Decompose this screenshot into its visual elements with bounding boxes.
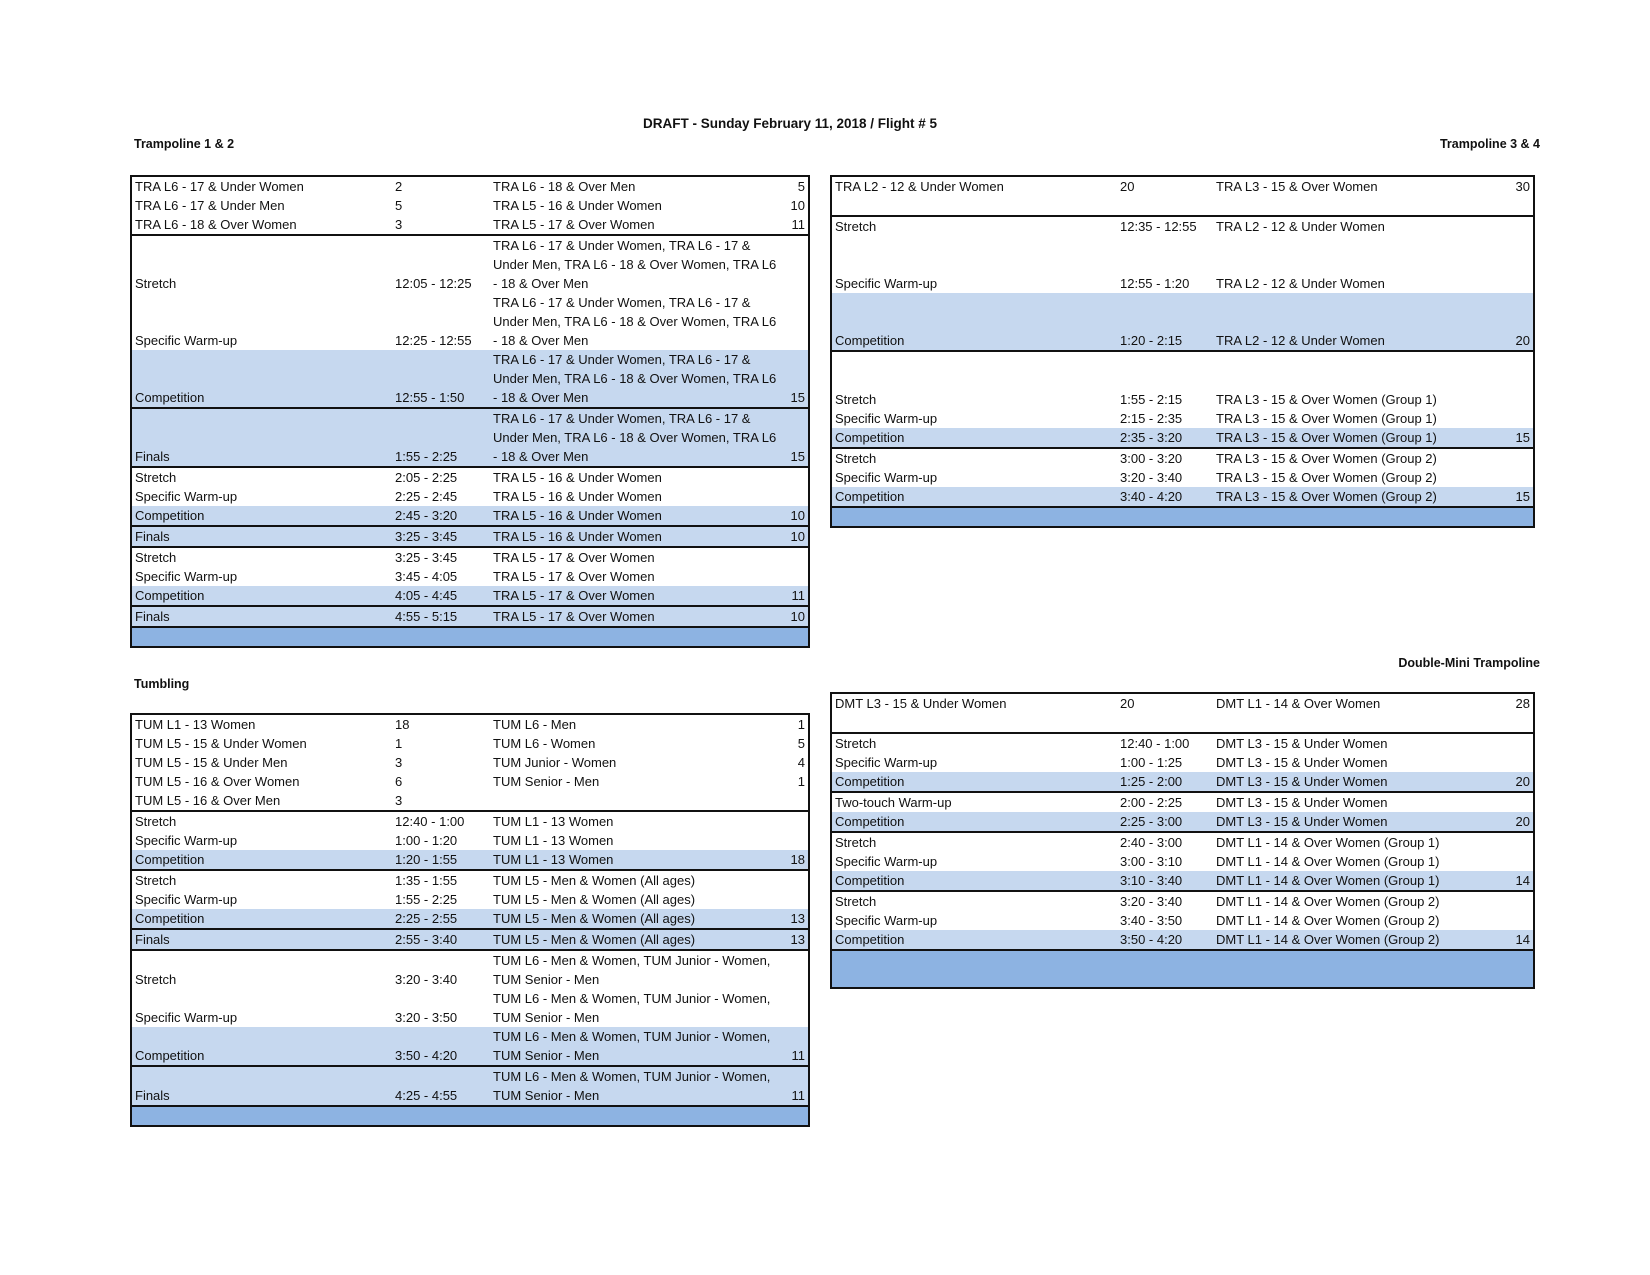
activity-label: Stretch [832,448,1117,468]
time-range: 3:40 - 4:20 [1117,487,1213,506]
athlete-count: 11 [791,217,805,232]
activity-label: Specific Warm-up [835,276,938,291]
double-mini-body [832,694,1533,949]
event-name: TUM L6 - Men [493,717,577,732]
schedule-row [132,989,808,1027]
activity-label: Stretch [832,733,1117,753]
athlete-count [1507,448,1533,468]
athlete-count [780,870,808,890]
event-name: TRA L5 - 16 & Under Women [490,506,780,526]
event-name: DMT L1 - 14 & Over Women (Group 2) [1213,891,1507,911]
event-name: TUM L1 - 13 Women [135,717,256,732]
event-name: TRA L3 - 15 & Over Women (Group 1) [1213,428,1507,448]
time-range: 1:55 - 2:25 [395,892,458,907]
time-range: 1:55 - 2:15 [1117,351,1213,409]
event-name: TUM L5 - Men & Women (All ages) [490,870,780,890]
athlete-count: 30 [1515,179,1530,194]
event-name: TUM L5 - 16 & Over Women [135,774,300,789]
athlete-count: 28 [1515,696,1530,711]
activity-label: Specific Warm-up [135,569,238,584]
athlete-count: 15 [1507,428,1533,448]
time-range: 2:15 - 2:35 [1120,411,1183,426]
event-name: TRA L6 - 18 & Over Women [135,217,297,232]
athlete-count: 10 [780,506,808,526]
header-row [132,753,808,772]
schedule-row [132,890,808,909]
activity-label: Stretch [132,467,392,487]
header-row [132,791,808,811]
header-row [132,715,808,734]
event-name: DMT L1 - 14 & Over Women (Group 1) [1216,854,1440,869]
time-range: 2:45 - 3:20 [392,506,490,526]
athlete-count: 18 [395,717,410,732]
activity-label: Competition [832,487,1117,506]
activity-label: Competition [832,293,1117,351]
event-name: TRA L5 - 16 & Under Women [490,526,780,547]
athlete-count [780,831,808,850]
tumbling-label: Tumbling [134,677,190,691]
athlete-count: 20 [1507,812,1533,832]
time-range: 3:50 - 4:20 [392,1027,490,1066]
schedule-row [832,409,1533,428]
time-range: 3:25 - 3:45 [392,547,490,567]
schedule-row [132,1066,808,1105]
event-name: TUM L5 - Men & Women (All ages) [490,929,780,950]
athlete-count: 11 [780,586,808,606]
time-range: 12:40 - 1:00 [1117,733,1213,753]
event-name: TUM L5 - Men & Women (All ages) [493,892,696,907]
athlete-count [1507,216,1533,236]
athlete-count: 13 [780,929,808,950]
activity-label: Competition [132,350,392,408]
schedule-row [132,929,808,950]
schedule-row [832,772,1533,792]
schedule-row [132,850,808,870]
time-range: 2:25 - 2:55 [392,909,490,929]
time-range: 12:40 - 1:00 [392,811,490,831]
activity-label: Specific Warm-up [135,489,238,504]
schedule-row [832,468,1533,487]
athlete-count [1507,832,1533,852]
time-range: 4:55 - 5:15 [392,606,490,626]
athlete-count [1507,409,1533,428]
time-range: 2:25 - 3:00 [1117,812,1213,832]
time-range: 2:40 - 3:00 [1117,832,1213,852]
schedule-row [132,293,808,350]
time-range: 3:20 - 3:40 [392,950,490,989]
athlete-count [780,293,808,350]
time-range: 2:00 - 2:25 [1117,792,1213,812]
activity-label: Competition [132,1027,392,1066]
schedule-row [132,487,808,506]
activity-label: Specific Warm-up [835,755,938,770]
athlete-count: 10 [780,526,808,547]
athlete-count: 3 [395,793,403,808]
time-range: 3:50 - 4:20 [1117,930,1213,949]
double-mini-footer [832,949,1533,987]
athlete-count [780,811,808,831]
time-range: 3:20 - 3:40 [1117,891,1213,911]
athlete-count [1507,911,1533,930]
schedule-row [832,293,1533,351]
event-name: TRA L5 - 16 & Under Women [493,198,662,213]
event-name: TUM L6 - Men & Women, TUM Junior - Women, TUM Senior - Men [490,950,780,989]
header-row [832,694,1533,733]
event-name: TUM Senior - Men [493,774,600,789]
activity-label: Competition [832,772,1117,792]
time-range: 3:00 - 3:20 [1117,448,1213,468]
schedule-row [832,930,1533,949]
athlete-count: 5 [395,198,403,213]
activity-label: Stretch [832,832,1117,852]
event-name: TUM L5 - 15 & Under Men [135,755,288,770]
schedule-row [132,909,808,929]
event-name: DMT L3 - 15 & Under Women [1213,772,1507,792]
header-row [132,177,808,196]
athlete-count: 14 [1507,930,1533,949]
activity-label: Specific Warm-up [835,913,938,928]
time-range: 1:00 - 1:20 [395,833,458,848]
athlete-count: 20 [1507,772,1533,792]
time-range: 3:00 - 3:10 [1120,854,1183,869]
athlete-count: 1 [395,736,403,751]
header-row [132,196,808,215]
time-range: 1:35 - 1:55 [392,870,490,890]
activity-label: Finals [132,929,392,950]
athlete-count: 2 [395,179,403,194]
schedule-row [832,792,1533,812]
activity-label: Specific Warm-up [835,470,938,485]
event-name: TRA L5 - 17 & Over Women [493,569,655,584]
time-range: 4:25 - 4:55 [392,1066,490,1105]
activity-label: Finals [132,606,392,626]
schedule-row [132,547,808,567]
tumbling-body [132,715,808,1105]
athlete-count: 15 [780,350,808,408]
event-name: TRA L5 - 17 & Over Women [490,586,780,606]
schedule-row [132,870,808,890]
event-name: DMT L1 - 14 & Over Women [1216,696,1381,711]
athlete-count [780,791,808,811]
schedule-row [832,351,1533,409]
activity-label: Stretch [832,891,1117,911]
event-name: TRA L5 - 16 & Under Women [493,489,662,504]
event-name: DMT L3 - 15 & Under Women [1213,812,1507,832]
athlete-count: 13 [780,909,808,929]
athlete-count: 3 [395,217,403,232]
athlete-count: 5 [797,736,805,751]
schedule-row [832,753,1533,772]
event-name: DMT L3 - 15 & Under Women [1213,792,1507,812]
athlete-count [780,567,808,586]
event-name: TRA L6 - 18 & Over Men [493,179,636,194]
activity-label: Stretch [132,235,392,293]
athlete-count: 20 [1120,179,1135,194]
time-range: 2:05 - 2:25 [392,467,490,487]
trampoline-1-2-footer [132,626,808,646]
time-range: 1:55 - 2:25 [392,408,490,467]
schedule-row [132,467,808,487]
schedule-row [832,891,1533,911]
schedule-row [832,911,1533,930]
time-range: 3:25 - 3:45 [392,526,490,547]
athlete-count: 6 [395,774,403,789]
double-mini-table [830,692,1535,989]
schedule-row [832,448,1533,468]
time-range: 3:40 - 3:50 [1120,913,1183,928]
event-name: TRA L6 - 17 & Under Women, TRA L6 - 17 & Under Men, TRA L6 - 18 & Over Women, TRA L6 - 18 & Over Men [490,350,780,408]
time-range: 3:10 - 3:40 [1117,871,1213,891]
activity-label: Competition [832,871,1117,891]
activity-label: Stretch [132,547,392,567]
activity-label: Competition [832,930,1117,949]
time-range: 4:05 - 4:45 [392,586,490,606]
time-range: 1:20 - 2:15 [1117,293,1213,351]
time-range: 12:55 - 1:20 [1120,276,1190,291]
athlete-count [1507,753,1533,772]
athlete-count: 10 [780,606,808,626]
time-range: 12:35 - 12:55 [1117,216,1213,236]
event-name: TRA L6 - 17 & Under Women, TRA L6 - 17 & Under Men, TRA L6 - 18 & Over Women, TRA L6 - 18 & Over Men [490,235,780,293]
activity-label: Stretch [132,950,392,989]
athlete-count: 10 [790,198,805,213]
event-name: TRA L6 - 17 & Under Women, TRA L6 - 17 & Under Men, TRA L6 - 18 & Over Women, TRA L6 - 18 & Over Men [490,408,780,467]
event-name: TRA L3 - 15 & Over Women (Group 2) [1213,487,1507,506]
athlete-count: 18 [780,850,808,870]
athlete-count [1507,468,1533,487]
schedule-row [132,950,808,989]
event-name: TRA L3 - 15 & Over Women [1216,179,1378,194]
page-title: DRAFT - Sunday February 11, 2018 / Flight # 5 [642,116,938,131]
time-range: 12:55 - 1:50 [392,350,490,408]
event-name [490,791,780,811]
trampoline-1-2-table [130,175,810,648]
event-name: TRA L5 - 17 & Over Women [490,606,780,626]
athlete-count [1507,852,1533,871]
event-name: TUM L6 - Men & Women, TUM Junior - Women, TUM Senior - Men [493,991,771,1025]
schedule-row [132,586,808,606]
event-name: TRA L5 - 16 & Under Women [490,467,780,487]
activity-label: Two-touch Warm-up [832,792,1117,812]
schedule-row [132,235,808,293]
tumbling-table [130,713,810,1127]
athlete-count: 15 [1507,487,1533,506]
event-name: TRA L2 - 12 & Under Women [1216,276,1385,291]
trampoline-3-4-body [832,177,1533,506]
event-name: TRA L3 - 15 & Over Women (Group 2) [1216,470,1437,485]
trampoline-1-2-label: Trampoline 1 & 2 [134,137,235,151]
time-range: 1:20 - 1:55 [392,850,490,870]
event-name: TUM L5 - 15 & Under Women [135,736,307,751]
athlete-count [780,487,808,506]
activity-label: Finals [132,408,392,467]
event-name: TUM L1 - 13 Women [490,850,780,870]
schedule-row [132,567,808,586]
event-name: TRA L3 - 15 & Over Women (Group 1) [1216,411,1437,426]
athlete-count: 20 [1120,696,1135,711]
schedule-row [832,832,1533,852]
schedule-row [832,871,1533,891]
event-name: TUM L6 - Men & Women, TUM Junior - Women, TUM Senior - Men [490,1066,780,1105]
schedule-row [832,852,1533,871]
schedule-row [132,811,808,831]
activity-label: Competition [832,812,1117,832]
schedule-row [132,526,808,547]
activity-label: Competition [132,506,392,526]
athlete-count [780,235,808,293]
time-range: 2:25 - 2:45 [395,489,458,504]
event-name: DMT L1 - 14 & Over Women (Group 2) [1213,930,1507,949]
activity-label: Competition [832,428,1117,448]
activity-label: Stretch [132,870,392,890]
athlete-count: 11 [780,1066,808,1105]
time-range: 2:55 - 3:40 [392,929,490,950]
event-name: TRA L5 - 17 & Over Women [493,217,655,232]
event-name: TRA L6 - 17 & Under Men [135,198,285,213]
event-name: TUM L1 - 13 Women [490,811,780,831]
activity-label: Stretch [832,351,1117,409]
activity-label: Specific Warm-up [835,411,938,426]
header-row [132,215,808,235]
double-mini-label: Double-Mini Trampoline [1398,656,1540,670]
athlete-count: 20 [1507,293,1533,351]
event-name: DMT L1 - 14 & Over Women (Group 1) [1213,832,1507,852]
athlete-count [1507,891,1533,911]
event-name: TUM L1 - 13 Women [493,833,614,848]
schedule-row [132,1027,808,1066]
athlete-count: 11 [780,1027,808,1066]
event-name: TRA L6 - 17 & Under Women, TRA L6 - 17 & Under Men, TRA L6 - 18 & Over Women, TRA L6 - 18 & Over Men [493,295,777,348]
trampoline-3-4-label: Trampoline 3 & 4 [1439,137,1540,151]
activity-label: Specific Warm-up [135,333,238,348]
time-range: 1:25 - 2:00 [1117,772,1213,792]
activity-label: Finals [132,526,392,547]
event-name: TUM L5 - Men & Women (All ages) [490,909,780,929]
event-name: TRA L3 - 15 & Over Women (Group 2) [1213,448,1507,468]
time-range: 3:20 - 3:50 [395,1010,458,1025]
activity-label: Specific Warm-up [135,1010,238,1025]
activity-label: Specific Warm-up [135,892,238,907]
time-range: 2:35 - 3:20 [1117,428,1213,448]
athlete-count [780,467,808,487]
athlete-count: 4 [797,755,805,770]
event-name: DMT L3 - 15 & Under Women [1216,755,1388,770]
event-name: DMT L3 - 15 & Under Women [835,696,1007,711]
time-range: 3:20 - 3:40 [1120,470,1183,485]
activity-label: Stretch [132,811,392,831]
schedule-row [832,733,1533,753]
event-name: TUM L6 - Men & Women, TUM Junior - Women, TUM Senior - Men [490,1027,780,1066]
schedule-row [132,606,808,626]
activity-label: Specific Warm-up [135,833,238,848]
event-name: TRA L2 - 12 & Under Women [1213,216,1507,236]
schedule-row [132,350,808,408]
schedule-row [832,216,1533,236]
event-name: TUM L6 - Women [493,736,596,751]
schedule-row [832,428,1533,448]
trampoline-3-4-footer [832,506,1533,526]
athlete-count [780,547,808,567]
event-name: TRA L6 - 17 & Under Women [135,179,304,194]
tumbling-footer [132,1105,808,1125]
time-range: 12:25 - 12:55 [395,333,472,348]
athlete-count: 3 [395,755,403,770]
schedule-row [132,831,808,850]
event-name: TRA L2 - 12 & Under Women [1213,293,1507,351]
event-name: TUM L5 - 16 & Over Men [135,793,281,808]
athlete-count: 1 [797,717,805,732]
header-row [132,734,808,753]
trampoline-1-2-body [132,177,808,626]
event-name: DMT L3 - 15 & Under Women [1213,733,1507,753]
event-name: TRA L2 - 12 & Under Women [835,179,1004,194]
athlete-count [1507,351,1533,409]
time-range: 1:00 - 1:25 [1120,755,1183,770]
athlete-count [780,950,808,989]
event-name: TRA L5 - 17 & Over Women [490,547,780,567]
event-name: DMT L1 - 14 & Over Women (Group 1) [1213,871,1507,891]
time-range: 3:45 - 4:05 [395,569,458,584]
trampoline-3-4-table [830,175,1535,528]
activity-label: Competition [132,850,392,870]
activity-label: Competition [132,586,392,606]
schedule-row [832,487,1533,506]
event-name: TRA L3 - 15 & Over Women (Group 1) [1213,351,1507,409]
athlete-count [1507,792,1533,812]
schedule-row [132,408,808,467]
header-row [832,177,1533,216]
athlete-count: 1 [797,774,805,789]
event-name: TUM Junior - Women [493,755,617,770]
athlete-count [1507,236,1533,293]
schedule-row [832,236,1533,293]
athlete-count [1507,733,1533,753]
athlete-count [780,989,808,1027]
activity-label: Competition [132,909,392,929]
athlete-count: 15 [780,408,808,467]
activity-label: Specific Warm-up [835,854,938,869]
athlete-count: 5 [797,179,805,194]
event-name: DMT L1 - 14 & Over Women (Group 2) [1216,913,1440,928]
athlete-count: 14 [1507,871,1533,891]
activity-label: Finals [132,1066,392,1105]
header-row [132,772,808,791]
time-range: 12:05 - 12:25 [392,235,490,293]
activity-label: Stretch [832,216,1117,236]
athlete-count [780,890,808,909]
schedule-row [832,812,1533,832]
schedule-row [132,506,808,526]
